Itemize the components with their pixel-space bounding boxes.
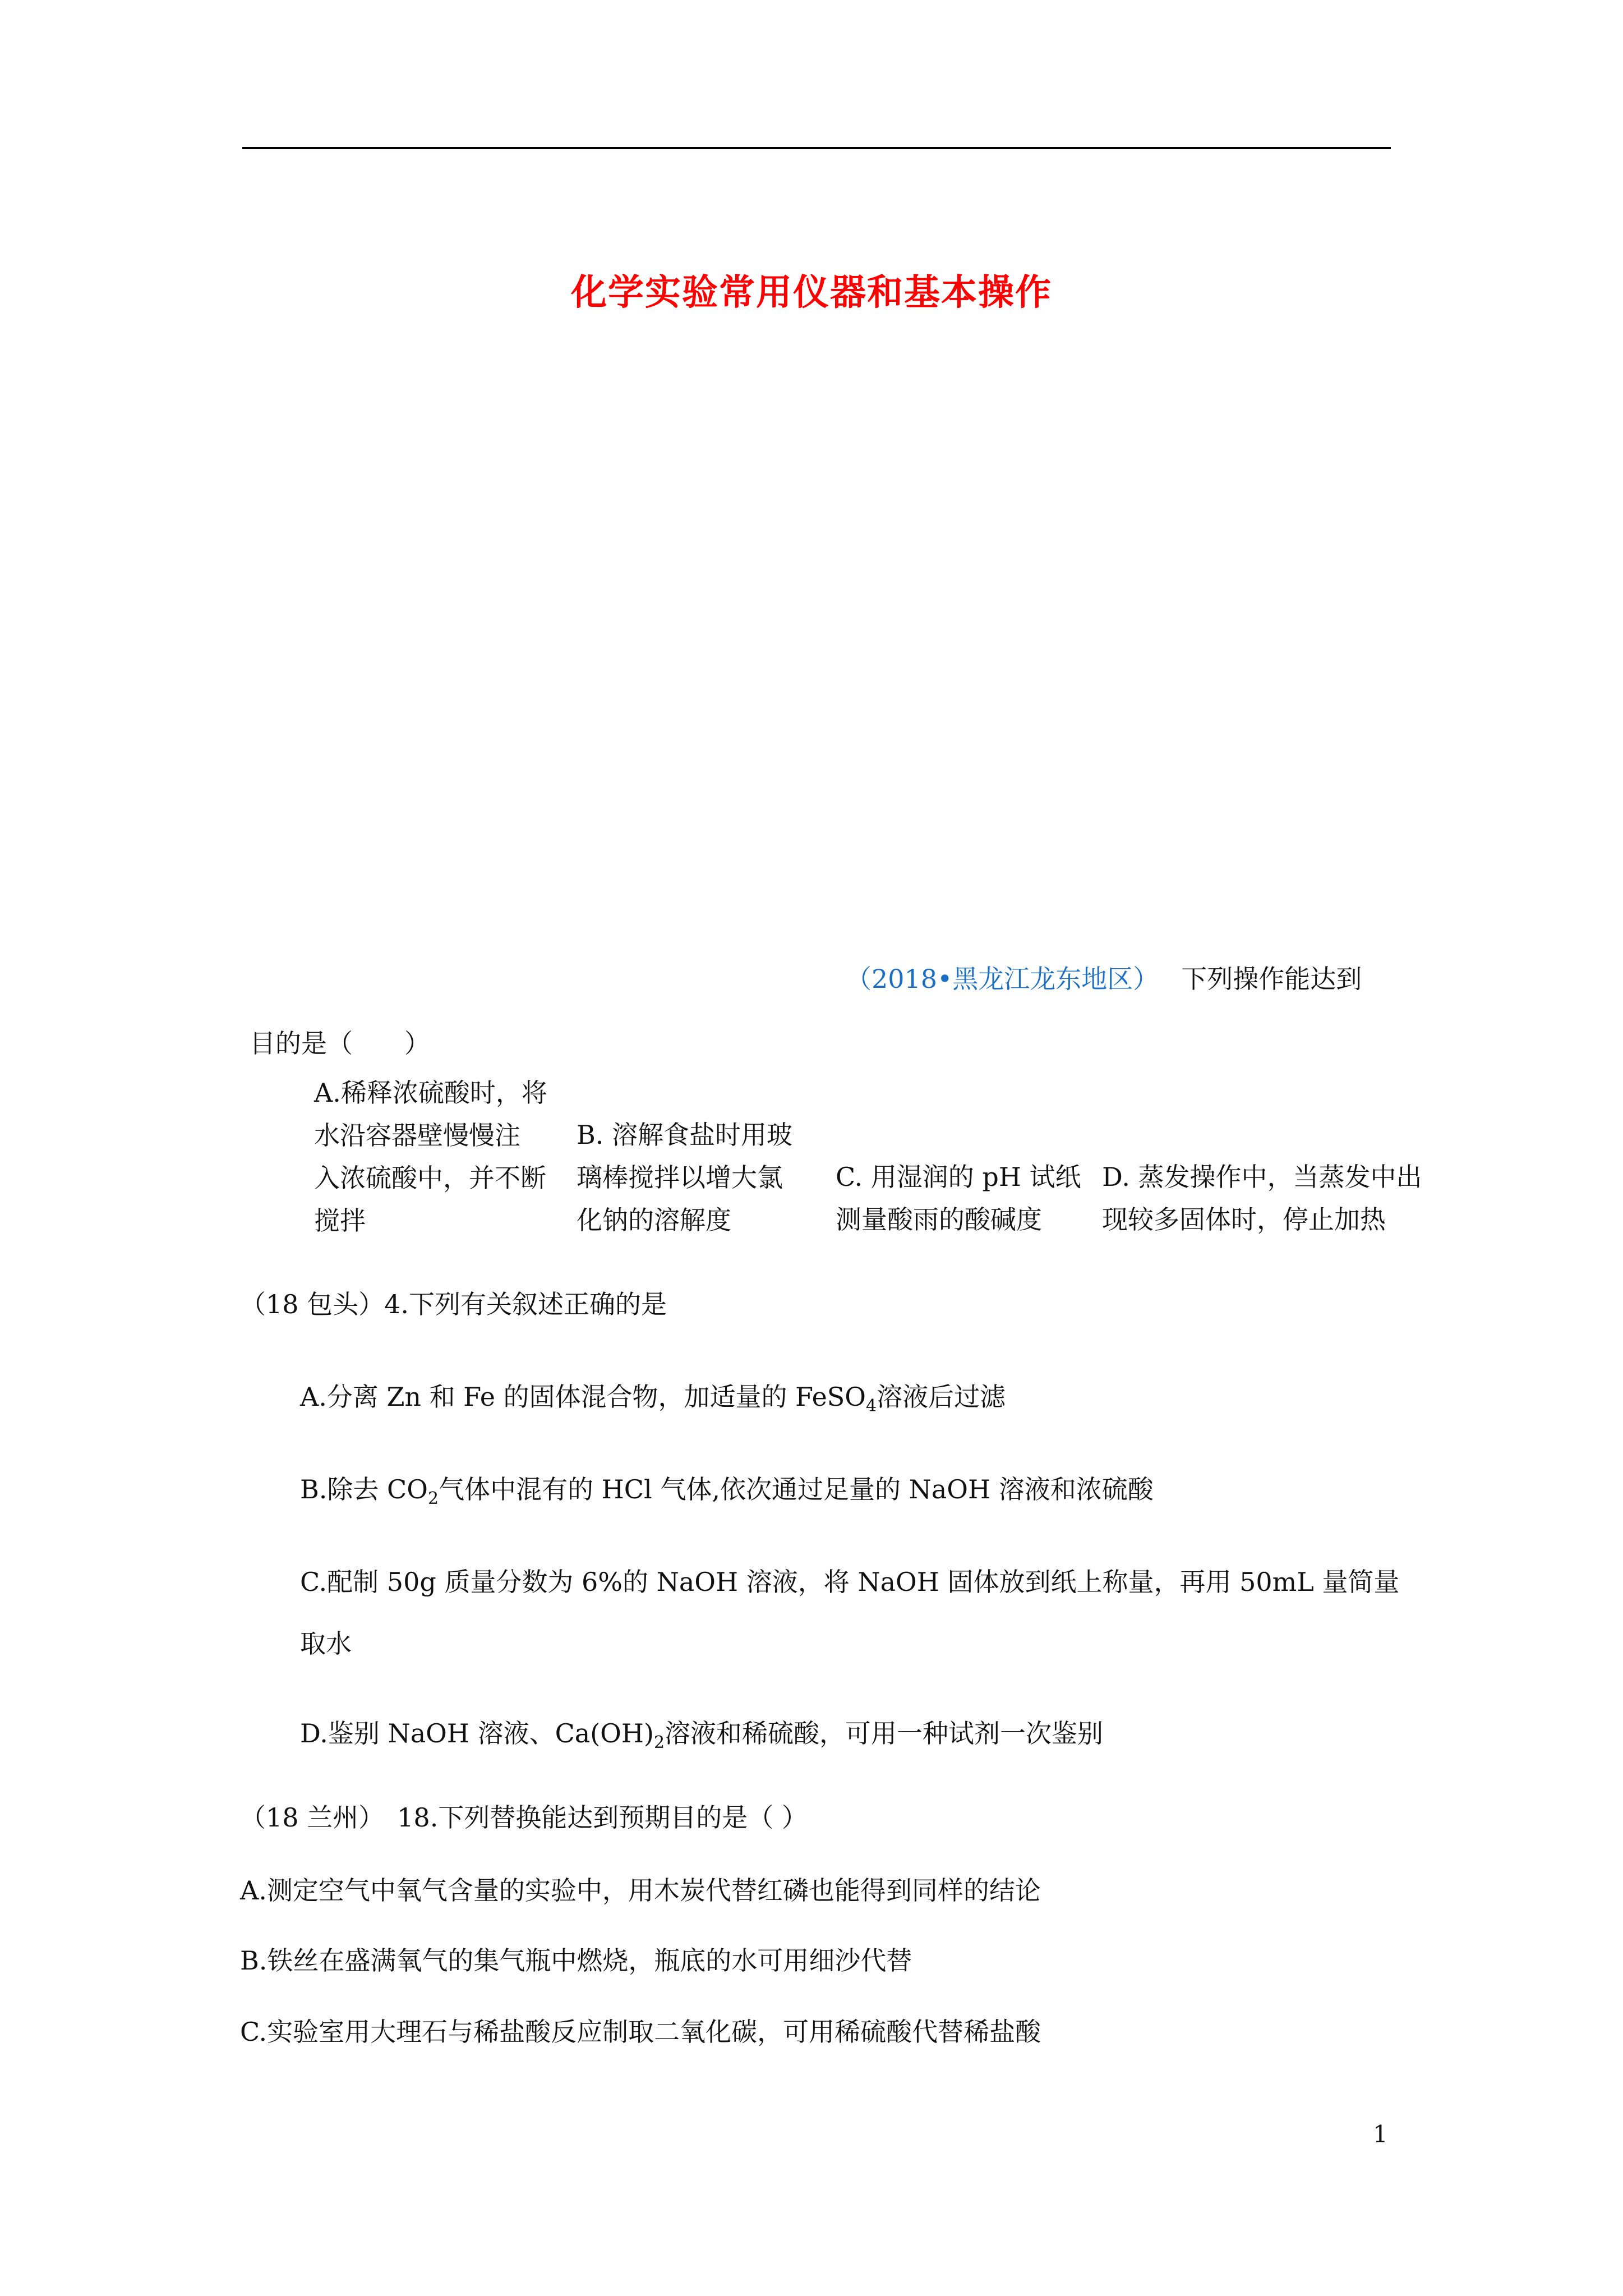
- q2-option-b-text: B.除去 CO: [300, 1474, 428, 1504]
- q2-option-b: [300, 1473, 1154, 1516]
- q1-option-a: [314, 1071, 547, 1242]
- q2-option-d-text: D.鉴别 NaOH 溶液、Ca(OH): [300, 1718, 654, 1749]
- q1-option-a-line: 搅拌: [314, 1205, 366, 1236]
- q1-option-b-line: 璃棒搅拌以增大氯: [577, 1162, 783, 1193]
- q1-option-a-line: 入浓硫酸中，并不断: [314, 1163, 546, 1193]
- q2-option-d-text-end: 溶液和稀硫酸，可用一种试剂一次鉴别: [665, 1718, 1104, 1749]
- q2-option-b-subscript: 2: [427, 1489, 439, 1508]
- q1-option-c-line: C. 用湿润的 pH 试纸: [836, 1162, 1081, 1192]
- q1-option-d-line: 现较多固体时，停止加热: [1102, 1204, 1386, 1235]
- q3-option-c: C.实验室用大理石与稀盐酸反应制取二氧化碳，可用稀硫酸代替稀盐酸: [240, 2017, 1041, 2047]
- q2-option-a-text: A.分离 Zn 和 Fe 的固体混合物，加适量的 FeSO: [300, 1382, 866, 1412]
- q3-option-a: A.测定空气中氧气含量的实验中，用木炭代替红磷也能得到同样的结论: [240, 1875, 1041, 1906]
- q1-option-b: [577, 1114, 792, 1241]
- q2-option-d-subscript: 2: [653, 1733, 665, 1752]
- q1-option-a-line: 水沿容器壁慢慢注: [314, 1120, 520, 1151]
- q1-stem-part1: 下列操作能达到: [1181, 964, 1362, 994]
- q2-option-a-subscript: 4: [866, 1396, 877, 1416]
- q1-option-b-line: B. 溶解食盐时用玻: [577, 1120, 793, 1150]
- q1-stem-first-line: [846, 962, 1362, 996]
- q2-option-a-text-end: 溶液后过滤: [877, 1382, 1006, 1412]
- page-title: 化学实验常用仪器和基本操作: [571, 272, 1052, 314]
- header-rule: [242, 147, 1391, 149]
- page-number: 1: [1373, 2120, 1388, 2148]
- q2-option-b-text-end: 气体中混有的 HCl 气体,依次通过足量的 NaOH 溶液和浓硫酸: [439, 1474, 1154, 1504]
- q1-option-b-line: 化钠的溶解度: [577, 1205, 731, 1235]
- q1-option-c-line: 测量酸雨的酸碱度: [836, 1204, 1042, 1235]
- q1-option-d-line: D. 蒸发操作中，当蒸发中出: [1102, 1162, 1422, 1192]
- q1-stem-second-line: 目的是（ ）: [250, 1028, 430, 1059]
- q2-stem: （18 包头）4.下列有关叙述正确的是: [240, 1289, 667, 1319]
- q3-option-b: B.铁丝在盛满氧气的集气瓶中燃烧，瓶底的水可用细沙代替: [240, 1945, 912, 1976]
- q1-option-a-line: A.稀释浓硫酸时，将: [314, 1078, 547, 1108]
- q1-option-d: [1102, 1156, 1422, 1241]
- q1-source: （2018•黑龙江龙东地区）: [846, 964, 1159, 994]
- q2-option-c-line1: C.配制 50g 质量分数为 6%的 NaOH 溶液，将 NaOH 固体放到纸上称量，再用 50mL 量简量: [300, 1567, 1400, 1597]
- q2-option-a: [300, 1380, 1006, 1423]
- q2-option-c-line2: 取水: [300, 1628, 352, 1659]
- q3-stem: （18 兰州） 18.下列替换能达到预期目的是（ ）: [240, 1802, 808, 1833]
- q2-option-d: [300, 1717, 1103, 1760]
- q1-option-c: [836, 1156, 1081, 1241]
